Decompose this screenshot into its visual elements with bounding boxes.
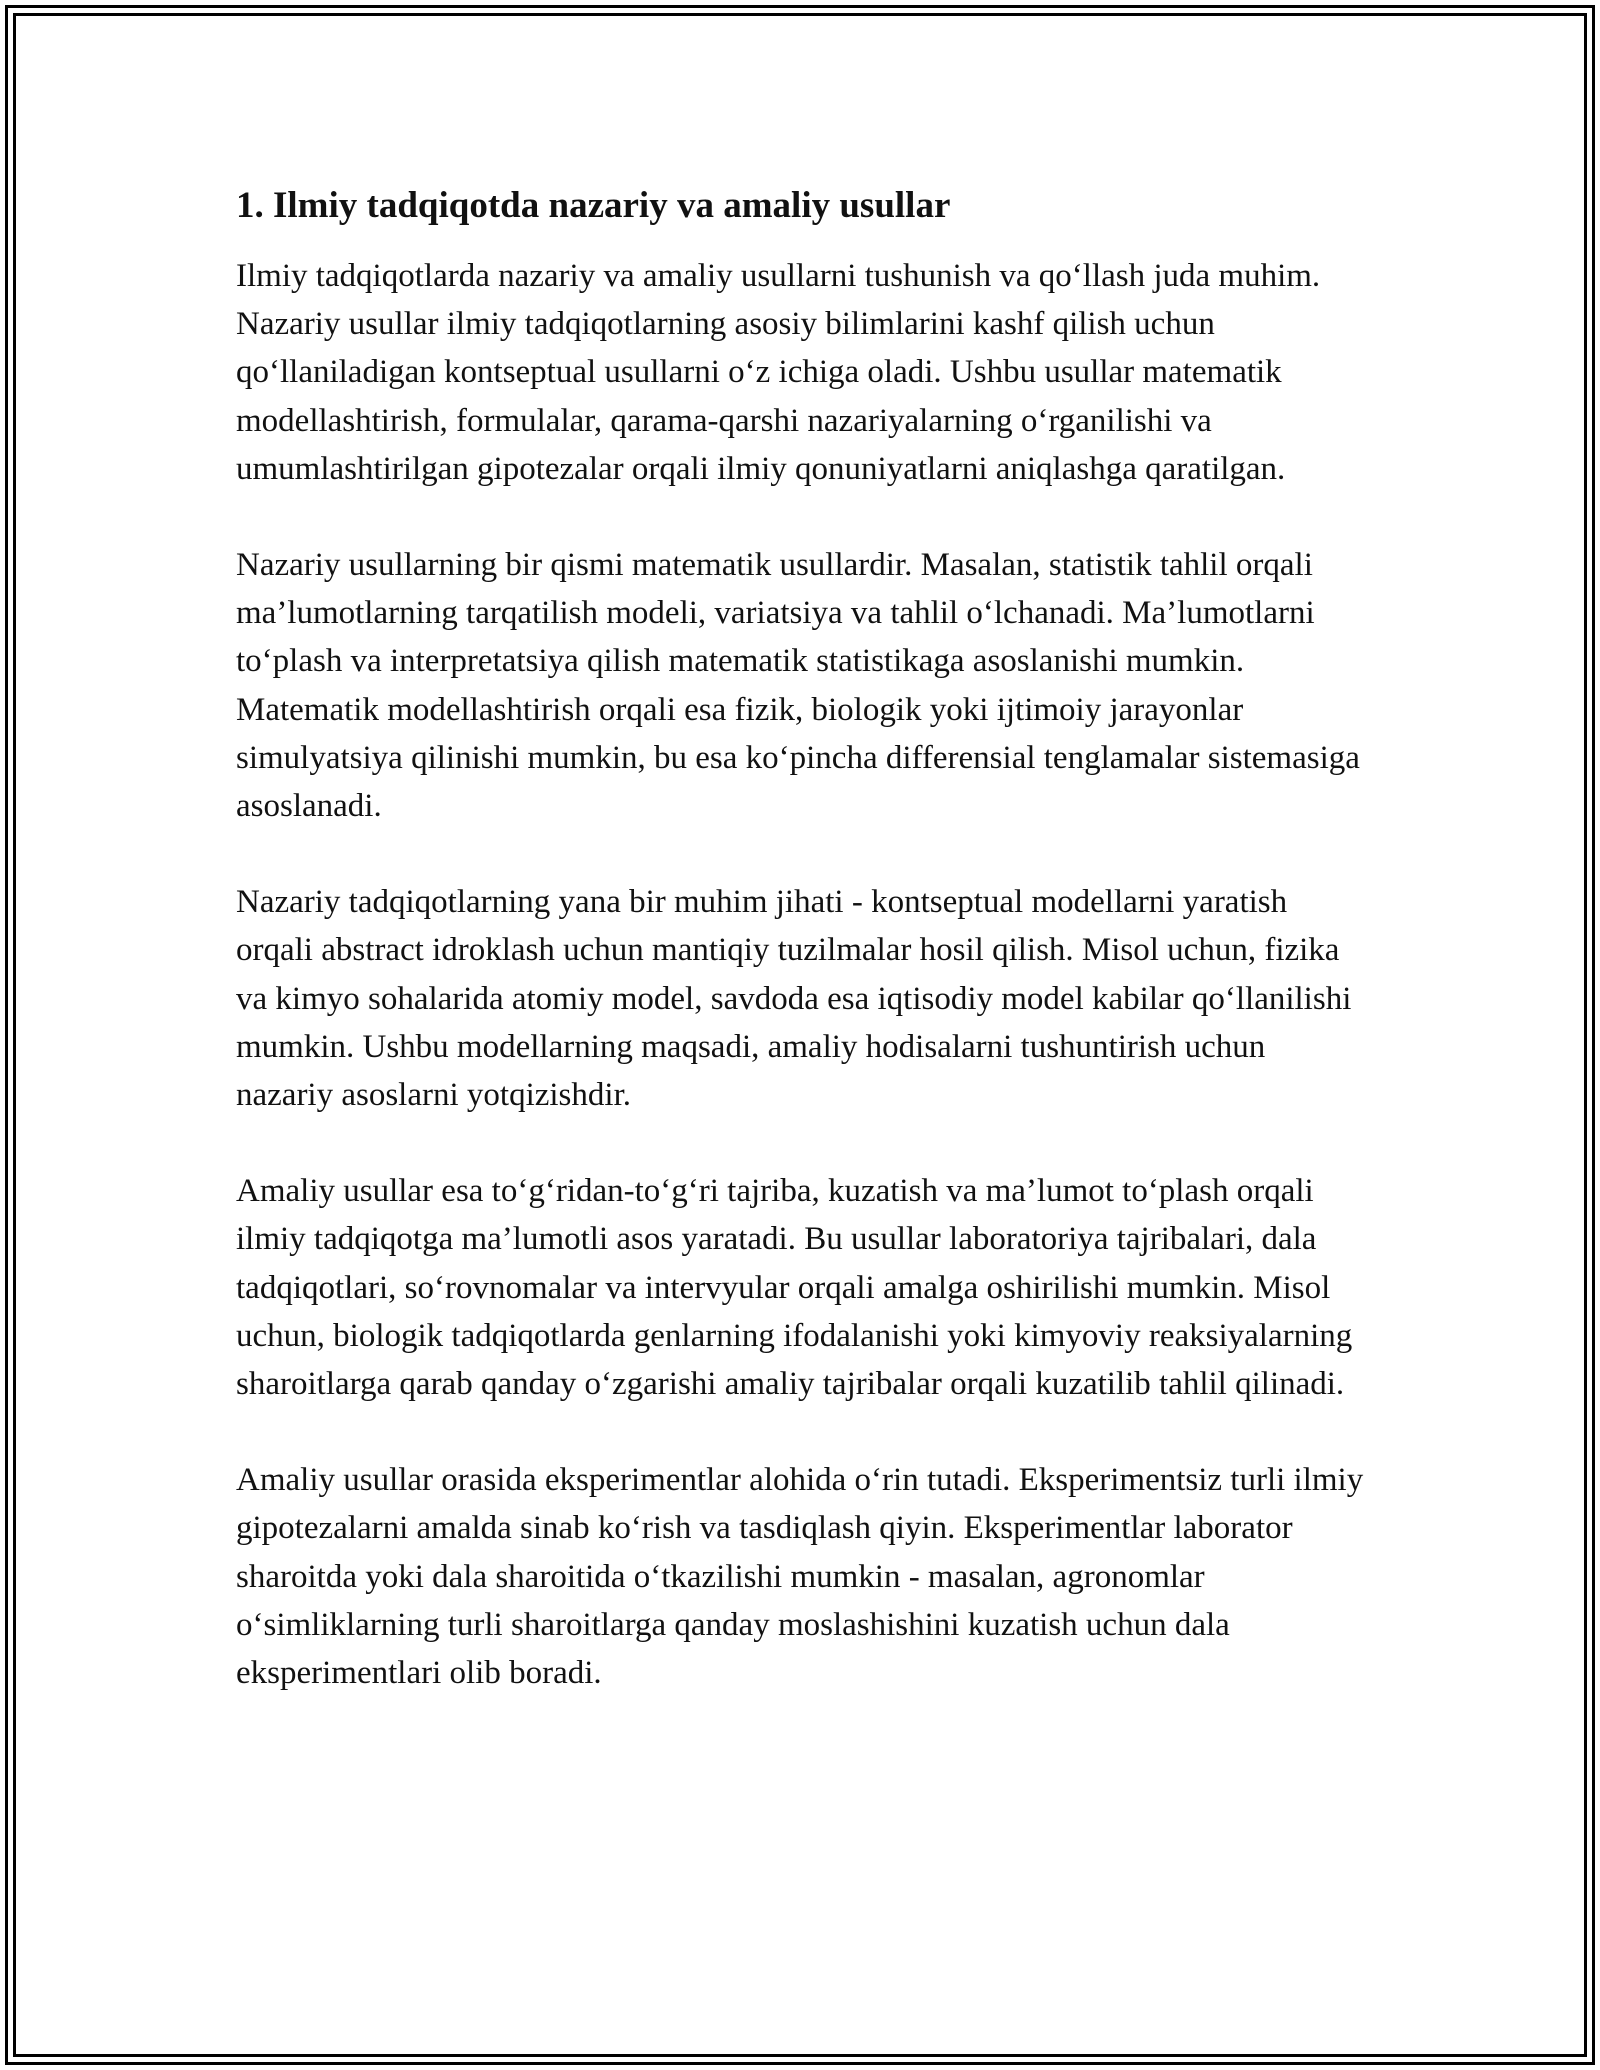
paragraph-4: Amaliy usullar esa to‘g‘ridan-to‘g‘ri tajriba, kuzatish va ma’lumot to‘plash orqali ilmiy tadqiqotga ma’lumotli asos yaratadi. Bu usullar laboratoriya tajribalari, dala tadqiqotlari, so‘rovnomalar va intervyular orqali amalga oshirilishi mumkin. Misol uchun, biologik tadqiqotlarda genlarning ifodalanishi yoki kimyoviy reaksiyalarning sharoitlarga qarab qanday o‘zgarishi amaliy tajribalar orqali kuzatilib tahlil qilinadi.: [236, 1173, 1353, 1403]
paragraph-1: Ilmiy tadqiqotlarda nazariy va amaliy usullarni tushunish va qo‘llash juda muhim. Nazariy usullar ilmiy tadqiqotlarning asosiy bilimlarini kashf qilish uchun qo‘llaniladigan kontseptual usullarni o‘z ichiga oladi. Ushbu usullar matematik modellashtirish, formulalar, qarama-qarshi nazariyalarning o‘rganilishi va umumlashtirilgan gipotezalar orqali ilmiy qonuniyatlarni aniqlashga qaratilgan.: [236, 258, 1321, 487]
document-body: [236, 180, 1366, 1745]
paragraph-5: Amaliy usullar orasida eksperimentlar alohida o‘rin tutadi. Eksperimentsiz turli ilmiy gipotezalarni amalda sinab ko‘rish va tasdiqlash qiyin. Eksperimentlar laborator sharoitda yoki dala sharoitida o‘tkazilishi mumkin - masalan, agronomlar o‘simliklarning turli sharoitlarga qanday moslashishini kuzatish uchun dala eksperimentlari olib boradi.: [236, 1462, 1364, 1692]
paragraph-3: Nazariy tadqiqotlarning yana bir muhim jihati - kontseptual modellarni yaratish orqali abstract idroklash uchun mantiqiy tuzilmalar hosil qilish. Misol uchun, fizika va kimyo sohalarida atomiy model, savdoda esa iqtisodiy model kabilar qo‘llanilishi mumkin. Ushbu modellarning maqsadi, amaliy hodisalarni tushuntirish uchun nazariy asoslarni yotqizishdir.: [236, 884, 1352, 1114]
paragraph-2: Nazariy usullarning bir qismi matematik usullardir. Masalan, statistik tahlil orqali ma’lumotlarning tarqatilish modeli, variatsiya va tahlil o‘lchanadi. Ma’lumotlarni to‘plash va interpretatsiya qilish matematik statistikaga asoslanishi mumkin. Matematik modellashtirish orqali esa fizik, biologik yoki ijtimoiy jarayonlar simulyatsiya qilinishi mumkin, bu esa ko‘pincha differensial tenglamalar sistemasiga asoslanadi.: [236, 547, 1360, 825]
section-heading: 1. Ilmiy tadqiqotda nazariy va amaliy usullar: [236, 185, 951, 226]
